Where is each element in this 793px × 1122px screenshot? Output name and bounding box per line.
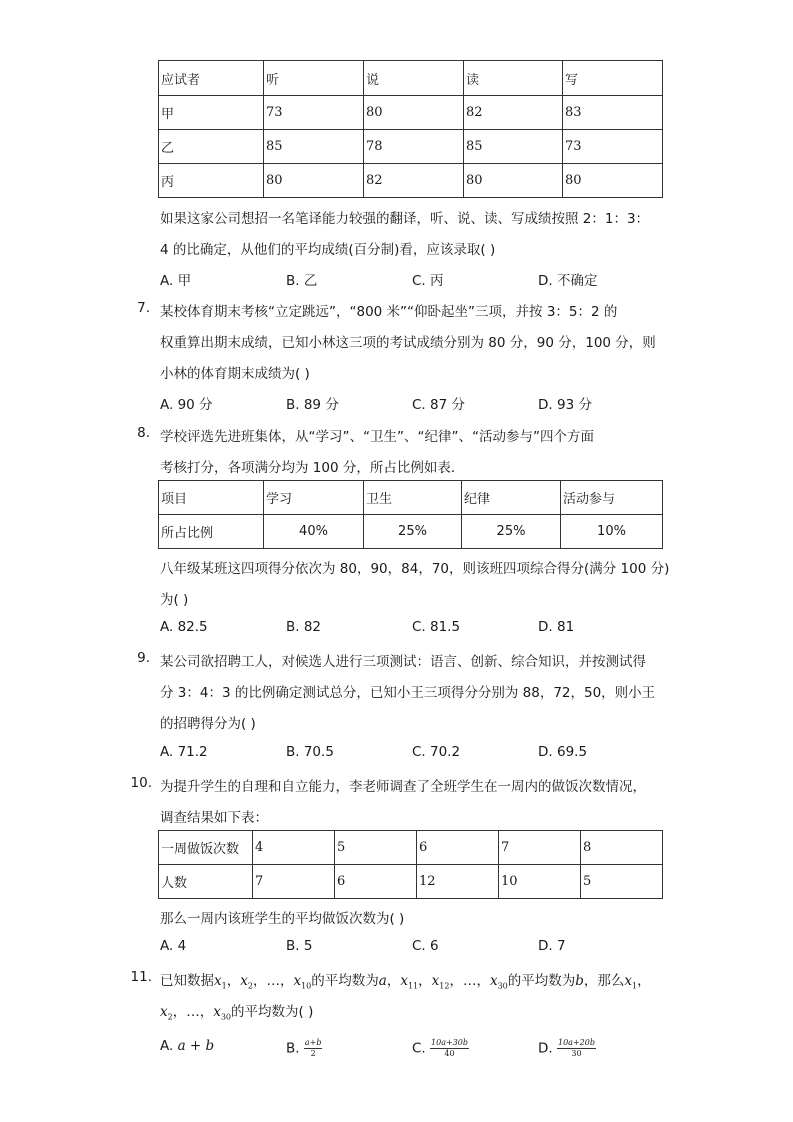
math-var: $x_{11}$ [400,973,419,991]
math-var: $x_1$ [214,973,227,991]
q9-text-line-3: 的招聘得分为( ) [160,716,256,732]
option-label: D. [538,1040,553,1057]
table-cell: 80 [563,164,663,198]
q9-number: 9. [137,650,150,666]
q11-text: ，那么 [583,973,625,989]
q7-option-d: D. 93 分 [538,397,592,413]
table-cell: 12 [417,865,499,899]
table-cell: 78 [364,130,464,164]
table-cell: 73 [563,130,663,164]
fraction: $\frac{10a+20b}{30}$ [557,1038,595,1058]
table-header-row [159,831,663,865]
q9-text-line-2: 分 3：4：3 的比例确定测试总分，已知小王三项得分分别为 88，72，50，则小王 [160,685,656,701]
table-header-cell: 一周做饭次数 [159,831,253,865]
math-var: $x_2$ [240,973,253,991]
q8-number: 8. [137,425,150,441]
q6-text-line-1: 如果这家公司想招一名笔译能力较强的翻译，听、说、读、写成绩按照 2：1：3： [160,211,650,227]
ellipsis: … [462,973,477,989]
table-cell: 82 [464,96,563,130]
q9-option-b: B. 70.5 [286,744,334,760]
table-header-cell: 学习 [264,481,364,515]
q11-option-d [538,1038,596,1059]
score-table [158,60,663,198]
table-header-cell: 听 [264,61,364,96]
table-row [159,96,663,130]
table-cell: 82 [364,164,464,198]
table-cell: 83 [563,96,663,130]
table-cell: 80 [364,96,464,130]
table-cell: 丙 [159,164,264,198]
q10-option-d: D. 7 [538,938,566,954]
q9-option-d: D. 69.5 [538,744,588,760]
q7-number: 7. [137,300,150,316]
sep: ， [252,973,267,989]
q7-option-b: B. 89 分 [286,397,339,413]
sep: ， [172,1004,187,1020]
table-cell: 人数 [159,865,253,899]
table-header-cell: 应试者 [159,61,264,96]
sep: ， [199,1004,214,1020]
option-label: A. [160,1038,174,1054]
table-cell: 85 [464,130,563,164]
math-var: $x_2$ [160,1004,173,1022]
sep: ， [386,973,401,989]
q8-text-line-4: 为( ) [160,592,189,608]
math-var: $x_{30}$ [489,973,508,991]
sep: ， [279,973,294,989]
q11-text-line-1 [160,969,651,991]
table-cell: 25% [462,515,561,549]
table-cell: 7 [253,865,335,899]
table-row [159,164,663,198]
q11-option-c [412,1038,469,1059]
table-header-cell: 7 [499,831,581,865]
table-header-cell: 写 [563,61,663,96]
q10-option-a: A. 4 [160,938,187,954]
fraction: $\frac{10a+30b}{40}$ [431,1038,468,1058]
q6-option-c: C. 丙 [412,273,444,289]
q11-number: 11. [130,969,152,985]
q7-option-a: A. 90 分 [160,397,213,413]
q6-option-b: B. 乙 [286,273,318,289]
q8-option-a: A. 82.5 [160,619,208,635]
q8-option-d: D. 81 [538,619,575,635]
q10-number: 10. [130,775,152,791]
q7-option-c: C. 87 分 [412,397,465,413]
table-row [159,130,663,164]
q6-option-d: D. 不确定 [538,273,598,289]
q11-text: 的平均数为 [507,973,576,989]
table-cell: 40% [264,515,364,549]
q11-text: 的平均数为 [311,973,379,989]
table-cell: 10 [499,865,581,899]
table-header-cell: 读 [464,61,563,96]
table-header-cell: 8 [581,831,663,865]
q6-option-a: A. 甲 [160,273,192,289]
table-header-cell: 活动参与 [561,481,663,515]
table-header-row [159,61,663,96]
table-header-cell: 纪律 [462,481,561,515]
q11-option-b [286,1038,322,1059]
sep: ， [226,973,241,989]
table-header-cell: 6 [417,831,499,865]
q9-text-line-1: 某公司欲招聘工人，对候选人进行三项测试：语言、创新、综合知识，并按测试得 [160,654,646,670]
q10-text-line-1: 为提升学生的自理和自立能力，李老师调查了全班学生在一周内的做饭次数情况， [160,779,646,795]
sep: ， [449,973,463,989]
sep: ， [418,973,432,989]
q10-text-line-2: 调查结果如下表： [160,810,268,826]
table-cell: 80 [464,164,563,198]
option-label: C. [412,1040,426,1057]
table-cell: 6 [335,865,417,899]
fraction: $\frac{a+b}{2}$ [304,1038,322,1058]
math-var: a [378,973,387,989]
table-header-row [159,481,663,515]
math-var: $x_{10}$ [293,973,312,991]
q11-text: 的平均数为( ) [231,1004,314,1020]
q11-option-a [160,1038,214,1054]
table-cell: 乙 [159,130,264,164]
table-cell: 甲 [159,96,264,130]
table-cell: 80 [264,164,364,198]
table-header-cell: 5 [335,831,417,865]
q7-text-line-2: 权重算出期末成绩，已知小林这三项的考试成绩分别为 80 分，90 分，100 分，则 [160,335,656,351]
q8-option-b: B. 82 [286,619,322,635]
sep: ， [637,973,651,989]
ellipsis: … [266,973,280,989]
table-cell: 所占比例 [159,515,264,549]
math-var: $x_{12}$ [431,973,450,991]
math-var: b [575,973,584,989]
cooking-table [158,830,663,899]
q7-text-line-3: 小林的体育期末成绩为( ) [160,366,310,382]
sep: ， [476,973,490,989]
table-cell: 73 [264,96,364,130]
table-row [159,515,663,549]
table-row [159,865,663,899]
q8-text-line-2: 考核打分，各项满分均为 100 分，所占比例如表． [160,460,465,476]
table-header-cell: 卫生 [364,481,462,515]
q11-text-line-2 [160,1000,313,1022]
q9-option-c: C. 70.2 [412,744,461,760]
q8-text-line-1: 学校评选先进班集体，从“学习”、“卫生”、“纪律”、“活动参与”四个方面 [160,429,594,445]
q9-option-a: A. 71.2 [160,744,208,760]
math-var: $x_{30}$ [213,1004,232,1022]
ratio-table [158,480,663,549]
option-expression: a + b [177,1038,215,1054]
q8-text-line-3: 八年级某班这四项得分依次为 80，90，84，70，则该班四项综合得分(满分 100 分) [160,561,670,577]
q10-text-line-3: 那么一周内该班学生的平均做饭次数为( ) [160,911,405,927]
table-cell: 5 [581,865,663,899]
table-cell: 10% [561,515,663,549]
q7-text-line-1: 某校体育期末考核“立定跳远”，“800 米”“仰卧起坐”三项，并按 3：5：2 的 [160,304,618,320]
q8-option-c: C. 81.5 [412,619,461,635]
q10-option-c: C. 6 [412,938,439,954]
q11-text: 已知数据 [160,973,214,989]
table-header-cell: 4 [253,831,335,865]
table-cell: 85 [264,130,364,164]
ellipsis: … [186,1004,200,1020]
table-header-cell: 说 [364,61,464,96]
q6-text-line-2: 4 的比确定，从他们的平均成绩(百分制)看，应该录取( ) [160,242,496,258]
option-label: B. [286,1040,300,1057]
table-header-cell: 项目 [159,481,264,515]
q10-option-b: B. 5 [286,938,313,954]
table-cell: 25% [364,515,462,549]
math-var: $x_1$ [624,973,638,991]
